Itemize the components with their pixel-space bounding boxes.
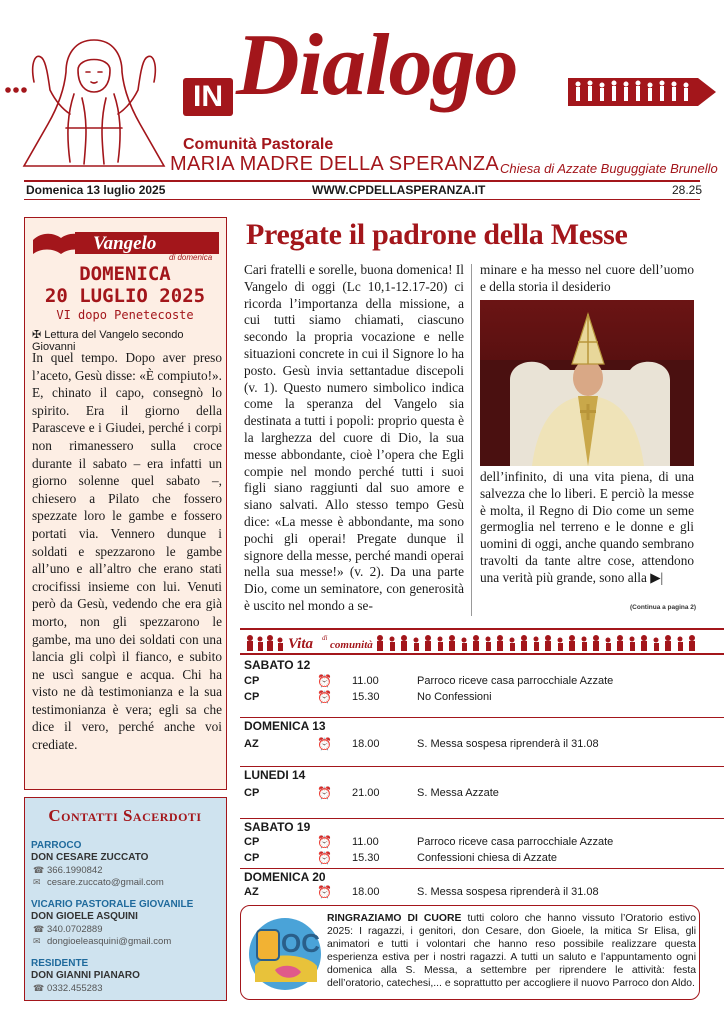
contact-phone[interactable]	[33, 983, 102, 994]
event-time: 18.00	[352, 738, 380, 750]
event-location: CP	[244, 787, 260, 799]
event-description: S. Messa sospesa riprenderà il 31.08	[417, 886, 599, 898]
masthead-title: Dialogo	[236, 17, 518, 114]
event-location: CP	[244, 836, 260, 848]
event-description: S. Messa Azzate	[417, 787, 499, 799]
event-location: CP	[244, 675, 260, 687]
contact-phone[interactable]	[33, 865, 102, 876]
event-description: Parroco riceve casa parrocchiale Azzate	[417, 675, 614, 687]
day-group	[240, 717, 724, 753]
phone-icon: ☎	[33, 924, 45, 934]
event-row	[240, 885, 724, 901]
contatti-title: Contatti Sacerdoti	[48, 806, 202, 825]
article-column-2-top: minare e ha messo nel cuore dell’uomo e della storia il desiderio	[480, 262, 694, 294]
event-row	[240, 835, 724, 851]
day-heading: DOMENICA 20	[240, 868, 724, 885]
vangelo-logo-sub: di domenica	[169, 253, 213, 262]
vita-banner	[244, 632, 704, 652]
vangelo-occasion: VI dopo Penetecoste	[56, 308, 194, 322]
day-heading: DOMENICA 13	[240, 717, 724, 734]
ringraziamo-text	[327, 912, 696, 990]
clock-icon: ⏰	[317, 835, 332, 849]
event-time: 11.00	[352, 675, 379, 687]
parish-name: MARIA MADRE DELLA SPERANZA	[170, 153, 500, 175]
masthead	[0, 0, 724, 197]
contatti-box	[24, 797, 227, 1001]
bishop-photo	[480, 300, 694, 466]
event-location: AZ	[244, 886, 259, 898]
contact-phone[interactable]	[33, 924, 102, 935]
ringraziamo-lead: RINGRAZIAMO DI CUORE	[327, 913, 462, 924]
day-group	[240, 657, 724, 706]
event-location: CP	[244, 852, 260, 864]
event-description: No Confessioni	[417, 691, 492, 703]
vangelo-day: DOMENICA	[79, 263, 171, 285]
in-badge: IN	[183, 78, 233, 116]
day-group	[240, 818, 724, 867]
event-row	[240, 851, 724, 867]
event-time: 18.00	[352, 886, 380, 898]
event-time: 15.30	[352, 691, 380, 703]
contact-email-value: dongioeleasquini@gmail.com	[47, 936, 172, 947]
clock-icon: ⏰	[317, 851, 332, 865]
contact-role: PARROCO	[31, 840, 82, 851]
clock-icon: ⏰	[317, 737, 332, 751]
header-rule-top	[24, 180, 700, 182]
contact-name: DON GIANNI PIANARO	[31, 970, 140, 981]
contact-name: DON GIOELE ASQUINI	[31, 911, 138, 922]
event-row	[240, 674, 724, 690]
day-group	[240, 868, 724, 901]
contact-name: DON CESARE ZUCCATO	[31, 852, 149, 863]
vangelo-box	[24, 217, 227, 790]
issue-date: Domenica 13 luglio 2025	[26, 183, 166, 197]
ringraziamo-box	[240, 905, 700, 1000]
event-time: 15.30	[352, 852, 380, 864]
contact-email[interactable]	[33, 936, 171, 947]
continua-label: (Continua a pagina 2)	[630, 604, 697, 611]
email-icon: ✉	[33, 936, 41, 946]
contact-email[interactable]	[33, 877, 164, 888]
email-icon: ✉	[33, 877, 41, 887]
clock-icon: ⏰	[317, 786, 332, 800]
clock-icon: ⏰	[317, 674, 332, 688]
contact-phone-value: 366.1990842	[47, 865, 103, 876]
vita-rule-top	[240, 628, 724, 630]
clock-icon: ⏰	[317, 690, 332, 704]
day-heading: SABATO 19	[240, 818, 724, 835]
column-divider	[471, 264, 472, 616]
contact-phone-value: 0332.455283	[47, 983, 103, 994]
article-column-2-bottom: dell’infinito, di una vita piena, di una salvezza che lo liberi. E perciò la messe è molta, il Regno di Dio come un seme germoglia nel terreno e le donne e gli uomini di oggi, anche quando sembrano travolti da tante altre cose, attendono una verità più grande, sono alla ▶|	[480, 469, 694, 585]
contact-role: RESIDENTE	[31, 958, 89, 969]
vita-banner-small: di	[322, 634, 328, 642]
website-link[interactable]: WWW.CPDELLASPERANZA.IT	[312, 183, 486, 197]
contact-role: VICARIO PASTORALE GIOVANILE	[31, 899, 194, 910]
phone-icon: ☎	[33, 865, 45, 875]
event-row	[240, 690, 724, 706]
event-row	[240, 786, 724, 802]
vita-banner-word2: comunità	[330, 639, 373, 651]
vangelo-logo-word: Vangelo	[93, 233, 157, 254]
madonna-illustration	[4, 32, 184, 172]
people-strip	[568, 72, 718, 112]
article-column-1: Cari fratelli e sorelle, buona domenica! Il Vangelo di oggi (Lc 10,1-12.17-20) ci ricorda l’importanza della missione, a cui tutti siamo chiamati, ciascuno secondo la propria vocazione e nelle situazioni concrete in cui il Signore lo ha posto. Gesù invia settantadue discepoli (v. 1). Questo numero simbolico indica come la speranza del Vangelo sia destinata a tutti i popoli: proprio questa è la larghezza del cuore di Dio, la sua messe abbondante, cioè l’opera che Egli compie nel mondo perché tutti i suoi figli siano raggiunti dal suo amore e siano salvati. Allo stesso tempo Gesù dice: «La messe è abbondante, ma sono pochi gli operai! Pregate dunque il signore della messe, perché mandi operai nella sua messe!» (v. 2). Da una parte Dio, come un seminatore, con generosità è uscito nel mondo a se-	[244, 262, 464, 613]
vita-banner-word: Vita	[288, 636, 314, 652]
day-heading: SABATO 12	[240, 657, 724, 674]
header-rule-bottom	[24, 199, 700, 200]
contact-email-value: cesare.zuccato@gmail.com	[47, 877, 164, 888]
vangelo-logo	[31, 222, 221, 262]
event-time: 21.00	[352, 787, 380, 799]
ringraziamo-body: tutti coloro che hanno vissuto l’Oratorio estivo 2025: I ragazzi, i genitori, don Cesare, don Gioele, la mitica Sr Elisa, gli animatori e tutti i volontari che hanno reso possibile realizzare questa esperienza estiva per i nostri ragazzi. A tutti un saluto e l’appuntamento ogni domenica alla S. Messa, a settembre per riprendere le attività: festa dell’oratorio, catechesi,... e soprattutto per accogliere il nuovo Parroco don Aldo.	[327, 913, 696, 989]
contact-phone-value: 340.0702889	[47, 924, 103, 935]
phone-icon: ☎	[33, 983, 45, 993]
vangelo-lettura: ✠ Lettura del Vangelo secondo Giovanni	[32, 329, 184, 353]
clock-icon: ⏰	[317, 885, 332, 899]
day-group	[240, 766, 724, 802]
event-row	[240, 737, 724, 753]
community-label: Comunità Pastorale	[183, 136, 334, 153]
day-heading: LUNEDI 14	[240, 766, 724, 783]
churches-label: Chiesa di Azzate Buguggiate Brunello	[500, 161, 718, 176]
event-description: S. Messa sospesa riprenderà il 31.08	[417, 738, 599, 750]
article-title: Pregate il padrone della Messe	[246, 218, 628, 251]
vangelo-date: 20 LUGLIO 2025	[44, 285, 206, 307]
event-description: Confessioni chiesa di Azzate	[417, 852, 558, 864]
oratorio-logo	[245, 912, 325, 992]
oratorio-logo-letters: OC	[281, 928, 320, 958]
event-description: Parroco riceve casa parrocchiale Azzate	[417, 836, 614, 848]
event-location: AZ	[244, 738, 259, 750]
vita-rule-bottom	[240, 653, 724, 655]
issue-number: 28.25	[672, 183, 703, 197]
event-time: 11.00	[352, 836, 379, 848]
event-location: CP	[244, 691, 260, 703]
vangelo-text: In quel tempo. Dopo aver preso l’aceto, Gesù disse: «È compiuto!». E, chinato il capo, consegnò lo spirito. Era il giorno della Parasceve e i Giudei, perché i corpi non rimanessero sulla croce durante il sabato – era infatti un giorno solenne quel sabato –, chiesero a Pilato che fossero spezzate loro le gambe e fossero portati via. Vennero dunque i soldati e spezzarono le gambe all’uno e all’altro che erano stati crocifissi insieme con lui. Venuti però da Gesù, vedendo che era già morto, non gli spezzarono le gambe, ma uno dei soldati con una lancia gli colpì il fianco, e subito ne uscì sangue e acqua. Chi ha visto ne dà testimonianza e la sua testimonianza è vera; egli sa che dice il vero, perché anche voi crediate.	[32, 350, 222, 753]
